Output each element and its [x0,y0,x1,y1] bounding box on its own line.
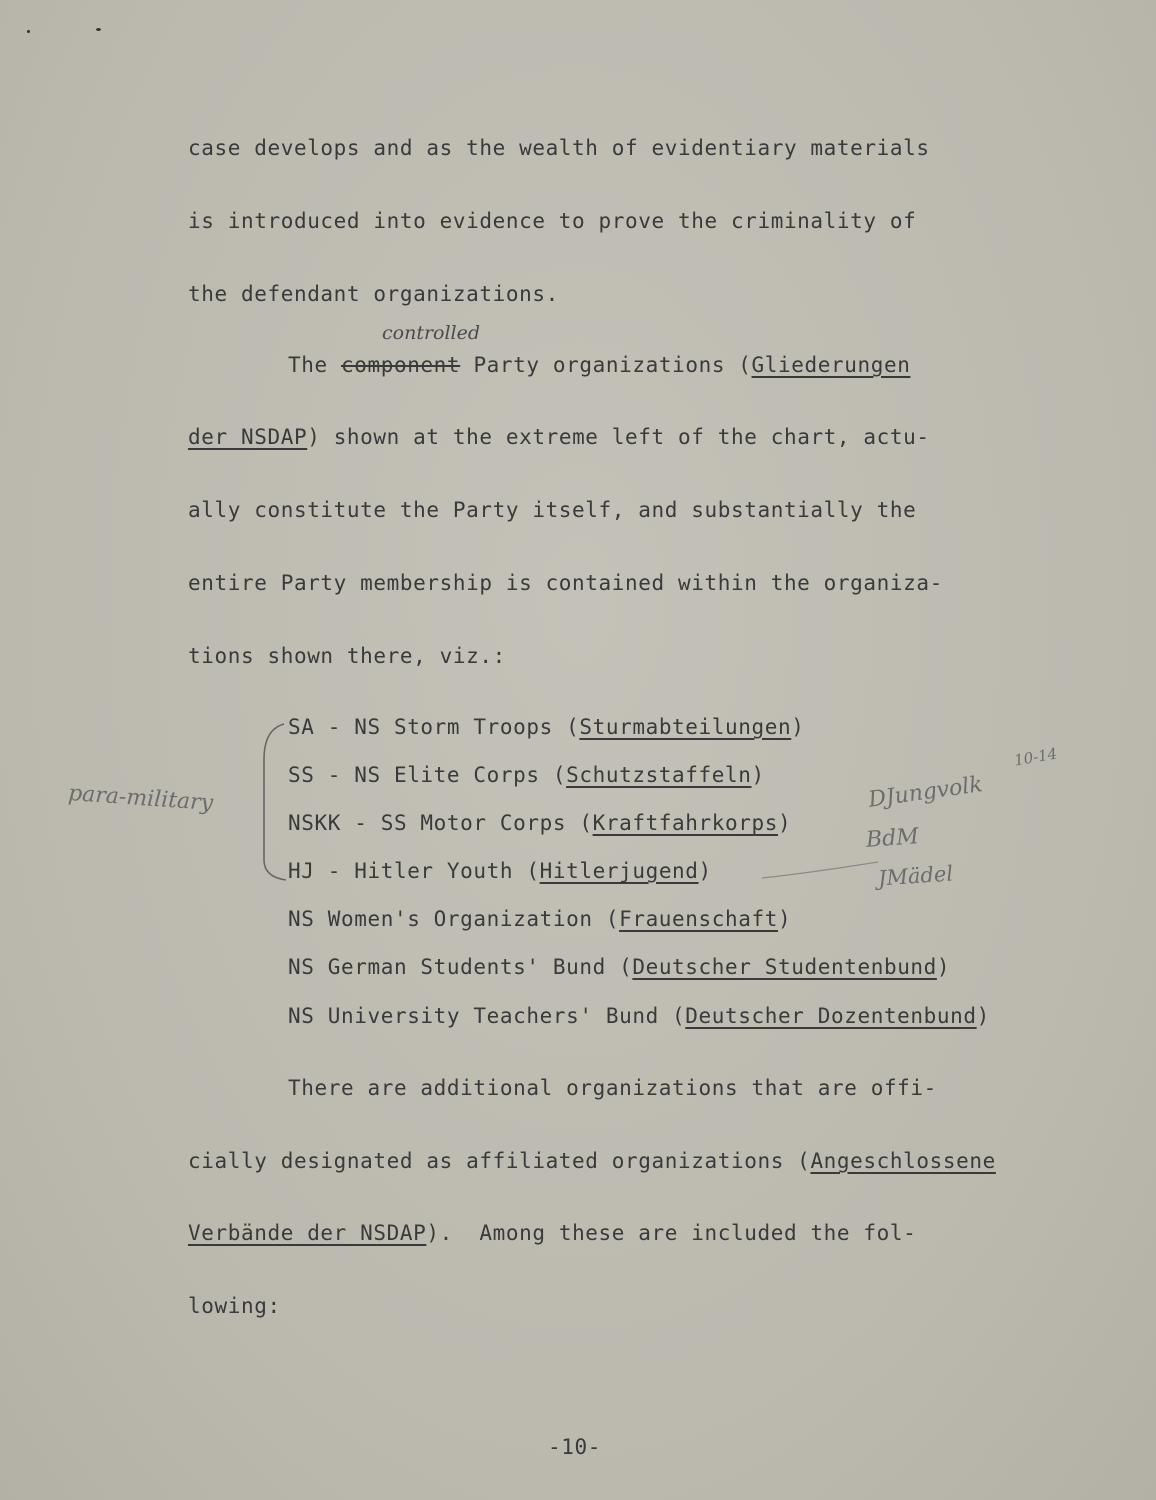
german-term: Kraftfahrkorps [592,811,778,835]
german-term: Verbände der NSDAP [188,1221,427,1245]
org-name: SA - NS Storm Troops ( [288,715,580,739]
paragraph3-line2 [188,1149,996,1173]
paragraph3-line3 [188,1221,916,1245]
german-term: Angeschlossene [810,1149,996,1173]
arrow-line [762,862,878,878]
german-term: Schutzstaffeln [566,763,752,787]
german-term: Frauenschaft [619,907,778,931]
org-name: NS German Students' Bund ( [288,955,633,979]
org-name: SS - NS Elite Corps ( [288,763,567,787]
paren-close: ) [698,859,712,883]
german-term: Deutscher Dozentenbund [685,1004,977,1028]
org-name: NS University Teachers' Bund ( [288,1004,686,1028]
paragraph1-line1: case develops and as the wealth of evidentiary materials [188,136,930,160]
german-term: Deutscher Studentenbund [632,955,937,979]
paragraph1-line2: is introduced into evidence to prove the criminality of [188,209,917,233]
paren-close: ) [778,907,792,931]
struck-word: component [340,353,461,377]
paragraph3-line3-text: ). Among these are included the fol- [426,1221,917,1245]
paragraph2-line5: tions shown there, viz.: [188,644,506,668]
german-term: Gliederungen [751,353,911,377]
paren-close: ) [791,715,805,739]
corner-note: 10-14 [1012,744,1059,770]
german-term: Sturmabteilungen [579,715,792,739]
paragraph1-line3: the defendant organizations. [188,282,559,306]
paragraph2-line3: ally constitute the Party itself, and substantially the [188,498,917,522]
handwritten-insertion: controlled [382,322,481,344]
german-term: Hitlerjugend [539,859,699,883]
paragraph3-line2-text: cially designated as affiliated organizations ( [188,1149,811,1173]
paren-close: ) [936,955,951,979]
paren-close: ) [976,1004,990,1028]
paren-close: ) [778,811,792,835]
paren-close: ) [751,763,765,787]
paragraph2-lead: The [288,353,328,377]
paragraph3-line4: lowing: [188,1294,281,1318]
german-term: der NSDAP [188,425,308,449]
margin-note: BdM [865,824,920,853]
page-number: -10- [548,1435,601,1459]
margin-note: JMädel [877,861,954,891]
org-name: NS Women's Organization ( [288,907,620,931]
paragraph2-line2-text: ) shown at the extreme left of the chart, actu- [307,425,930,449]
org-name: NSKK - SS Motor Corps ( [288,811,593,835]
bracket-mark [264,724,286,880]
paragraph2-after: Party organizations ( [473,353,752,377]
margin-note: DJungvolk [866,772,985,813]
paragraph3-line1: There are additional organizations that are offi- [288,1076,937,1100]
paragraph2-line4: entire Party membership is contained within the organiza- [188,571,943,595]
org-name: HJ - Hitler Youth ( [288,859,540,883]
margin-note-paramilitary: para-military [67,780,214,817]
